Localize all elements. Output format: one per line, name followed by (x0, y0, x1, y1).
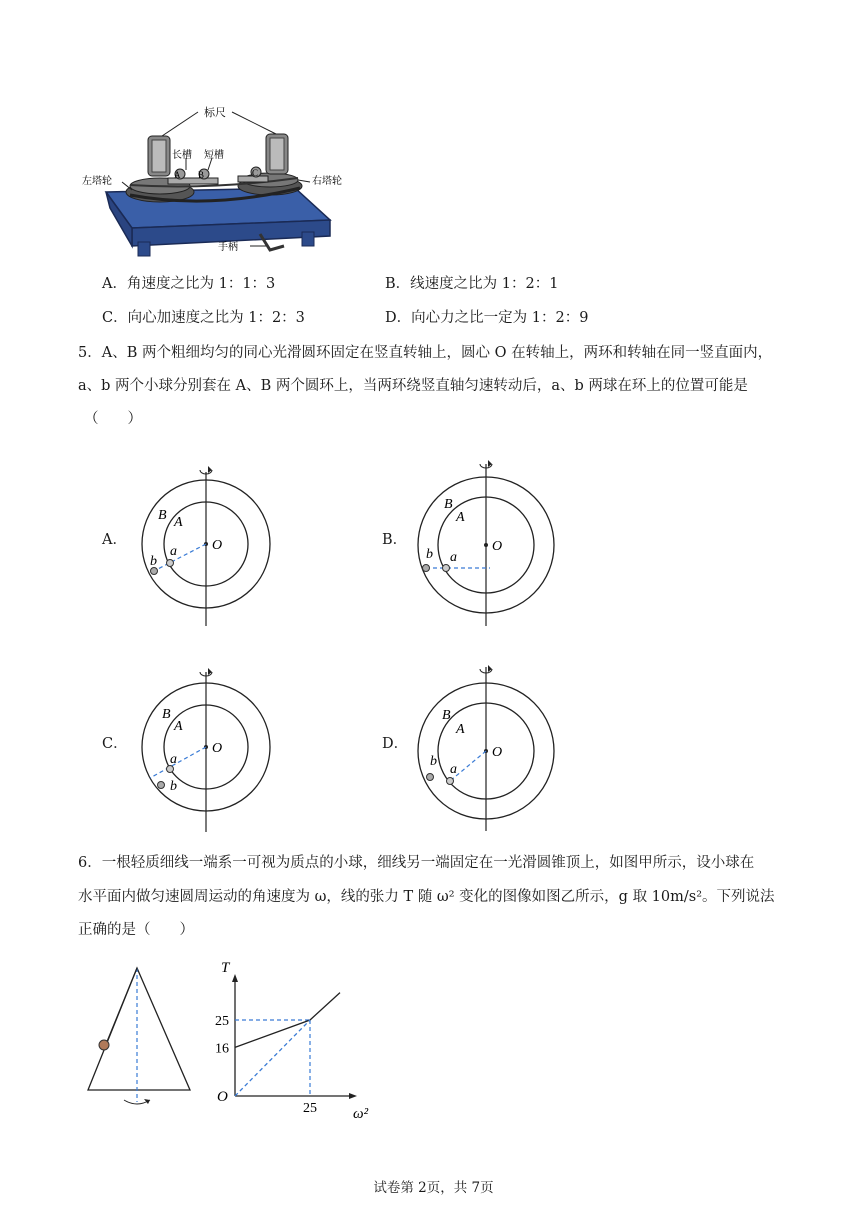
label-shoubing: 手柄 (218, 242, 238, 253)
x-tick-label: 25 (303, 1101, 317, 1116)
q4-option-b: B．线速度之比为 1：2：1 (385, 276, 559, 292)
q4-option-d: D．向心力之比一定为 1：2：9 (385, 310, 589, 326)
q4-option-a: A．角速度之比为 1：1：3 (102, 276, 276, 292)
label-B: B (158, 508, 167, 523)
base-leg (302, 232, 314, 246)
page-footer: 试卷第 2页，共 7页 (373, 1180, 494, 1196)
label-O: O (212, 538, 223, 553)
label-a: a (450, 550, 457, 565)
label-O: O (212, 741, 223, 756)
q4-option-c: C．向心加速度之比为 1：2：3 (102, 310, 305, 326)
label-duancao: 短槽 (204, 150, 224, 161)
y-axis-label: T (221, 960, 230, 976)
q6-line-3: 正确的是（ ） (78, 922, 194, 938)
q6-line-2: 水平面内做匀速圆周运动的角速度为 ω，线的张力 T 随 ω² 变化的图像如图乙所示，g 取 10m/s²。下列说法 (78, 889, 775, 905)
label-O: O (492, 539, 503, 554)
label-B: B (162, 707, 171, 722)
q5-line-2: a、b 两个小球分别套在 A、B 两个圆环上，当两环绕竖直轴匀速转动后，a、b 两球在环上的位置可能是 (78, 378, 748, 394)
cone (88, 968, 190, 1090)
label-a: a (170, 752, 177, 767)
label-biaochi: 标尺 (204, 107, 226, 119)
label-b: b (430, 754, 437, 769)
label-A: A (174, 515, 183, 530)
q5-option-d-letter: D． (382, 736, 409, 752)
ball-a (443, 565, 450, 572)
label-a: a (170, 544, 177, 559)
x-axis-arrow (349, 1093, 357, 1099)
dashed-line (150, 747, 206, 778)
q5-option-c-letter: C． (102, 736, 128, 752)
ball (99, 1040, 109, 1050)
label-zuotalun: 左塔轮 (82, 176, 112, 187)
ball-a (167, 560, 174, 567)
label-a: a (450, 762, 457, 777)
y-tick-label: 16 (215, 1041, 229, 1057)
ball-a (447, 778, 454, 785)
q5-option-b-diagram (410, 450, 570, 630)
q5-line-3: （ ） (84, 411, 142, 427)
q5-option-a-letter: A． (102, 532, 127, 548)
label-A: A (456, 722, 465, 737)
ball-b (158, 782, 165, 789)
label-A: A (174, 719, 183, 734)
cone-figure (80, 960, 200, 1110)
origin-label: O (217, 1089, 228, 1105)
base-leg (138, 242, 150, 256)
ball-b (423, 565, 430, 572)
series-line-1 (235, 1020, 310, 1096)
label-A: A (456, 510, 465, 525)
q5-option-b-letter: B． (382, 532, 408, 548)
right-scale-inner (270, 138, 284, 170)
q6-line-1: 6．一根轻质细线一端系一可视为质点的小球，细线另一端固定在一光滑圆锥顶上，如图甲所示，设小球在 (78, 855, 755, 871)
label-O: O (492, 745, 503, 760)
q5-line-1: 5．A、B 两个粗细均匀的同心光滑圆环固定在竖直转轴上，圆心 O 在转轴上，两环和转轴在同一竖直面内， (78, 345, 773, 361)
label-B: B (198, 170, 205, 180)
q5-option-a-diagram (130, 458, 290, 628)
label-youtalun: 右塔轮 (312, 176, 342, 187)
label-B: B (444, 497, 453, 512)
dashed-line (154, 544, 206, 571)
label-changcao: 长槽 (172, 150, 192, 161)
apparatus-figure (70, 100, 370, 260)
string (106, 968, 137, 1044)
label-b: b (170, 779, 177, 794)
left-scale-inner (152, 140, 166, 172)
label-B: B (442, 708, 451, 723)
center-O (484, 543, 488, 547)
label-b: b (426, 547, 433, 562)
y-axis-arrow (232, 974, 238, 982)
q5-option-c-diagram (130, 660, 290, 835)
label-A: A (174, 170, 181, 180)
t-omega-chart (205, 955, 375, 1125)
y-tick-label: 25 (215, 1014, 229, 1029)
x-axis-label: ω² (353, 1106, 369, 1122)
label-b: b (150, 554, 157, 569)
q5-option-d-diagram (410, 655, 570, 835)
label-C: C (252, 168, 259, 178)
ball-b (427, 774, 434, 781)
